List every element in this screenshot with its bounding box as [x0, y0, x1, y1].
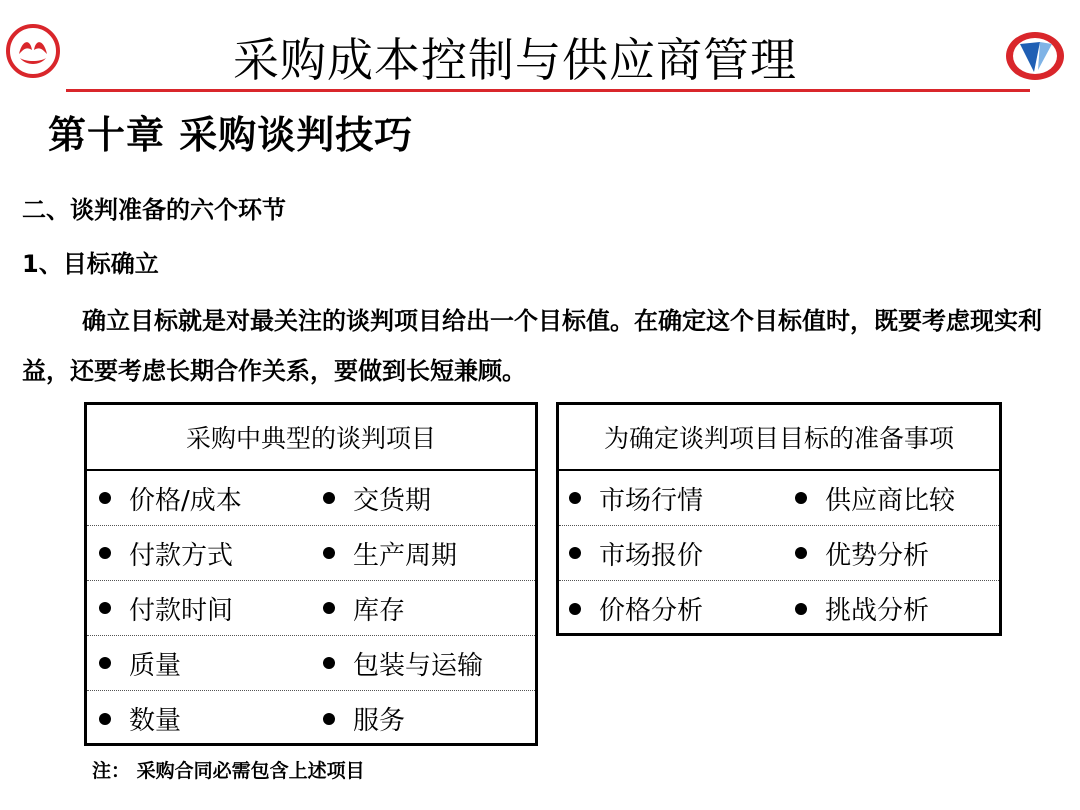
list-item — [795, 535, 929, 572]
list-item-label: 价格/成本 — [129, 485, 242, 516]
table-header: 为确定谈判项目目标的准备事项 — [559, 405, 999, 471]
company-emblem-icon — [1004, 30, 1066, 82]
section-heading: 二、谈判准备的六个环节 — [22, 196, 286, 224]
bullet-icon — [795, 603, 807, 615]
list-item-label: 质量 — [129, 650, 182, 681]
bullet-icon — [323, 713, 335, 725]
list-item — [559, 590, 795, 627]
list-item-label: 生产周期 — [353, 540, 458, 571]
preparation-items-table — [556, 402, 1002, 636]
bullet-icon — [323, 492, 335, 504]
table-row — [87, 526, 535, 581]
list-item-label: 挑战分析 — [825, 596, 930, 626]
list-item-label: 数量 — [129, 706, 182, 736]
list-item-label: 市场行情 — [599, 485, 704, 516]
list-item-label: 服务 — [353, 706, 406, 736]
list-item — [795, 480, 955, 517]
list-item — [87, 535, 323, 572]
list-item — [323, 645, 483, 682]
page-title: 采购成本控制与供应商管理 — [233, 33, 797, 87]
bullet-icon — [323, 657, 335, 669]
list-item-label: 供应商比较 — [825, 485, 956, 516]
bullet-icon — [569, 492, 581, 504]
sub-heading: 1、目标确立 — [22, 250, 159, 278]
bullet-icon — [323, 602, 335, 614]
list-item-label: 价格分析 — [599, 596, 704, 626]
bullet-icon — [99, 547, 111, 559]
negotiation-items-table — [84, 402, 538, 746]
list-item — [795, 590, 929, 627]
body-paragraph: 确立目标就是对最关注的谈判项目给出一个目标值。在确定这个目标值时，既要考虑现实利益，还要考虑长期合作关系，要做到长短兼顾。 — [22, 307, 1042, 385]
chapter-title: 第十章 采购谈判技巧 — [48, 113, 414, 157]
bullet-icon — [795, 492, 807, 504]
list-item — [323, 535, 457, 572]
list-item — [87, 480, 323, 517]
table-row — [87, 471, 535, 526]
list-item — [87, 700, 323, 737]
bullet-icon — [323, 547, 335, 559]
bullet-icon — [99, 713, 111, 725]
bullet-icon — [99, 657, 111, 669]
bullet-icon — [795, 547, 807, 559]
list-item-label: 包装与运输 — [353, 650, 484, 681]
list-item — [559, 480, 795, 517]
list-item — [559, 535, 795, 572]
table-row — [559, 526, 999, 581]
table-row — [87, 636, 535, 691]
list-item — [323, 590, 405, 627]
title-divider — [66, 89, 1030, 92]
bullet-icon — [569, 547, 581, 559]
bullet-icon — [569, 603, 581, 615]
list-item — [323, 480, 431, 517]
table-header: 采购中典型的谈判项目 — [87, 405, 535, 471]
list-item-label: 交货期 — [353, 485, 432, 516]
list-item-label: 付款时间 — [129, 595, 234, 626]
list-item-label: 库存 — [353, 595, 406, 626]
list-item-label: 市场报价 — [599, 540, 704, 571]
table-row — [559, 581, 999, 636]
table-row — [87, 581, 535, 636]
list-item-label: 优势分析 — [825, 540, 930, 571]
list-item-label: 付款方式 — [129, 540, 234, 571]
footnote: 注： 采购合同必需包含上述项目 — [92, 760, 365, 782]
bullet-icon — [99, 602, 111, 614]
list-item — [87, 590, 323, 627]
list-item — [323, 700, 405, 737]
bullet-icon — [99, 492, 111, 504]
list-item — [87, 645, 323, 682]
table-row — [87, 691, 535, 746]
table-row — [559, 471, 999, 526]
